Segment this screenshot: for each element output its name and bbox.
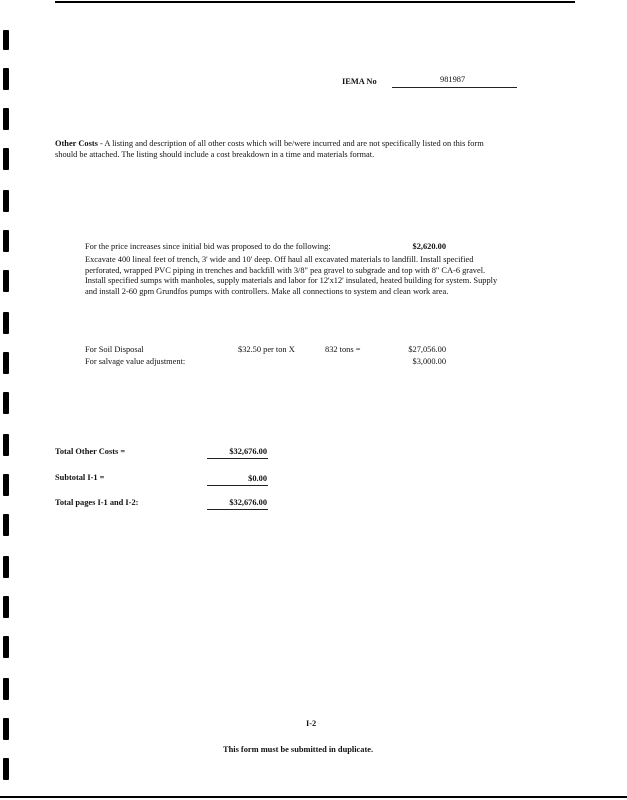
price-increase-work-description: Excavate 400 lineal feet of trench, 3' wide and 10' deep. Off haul all excavated materials to landfill. Install specified perforated, wrapped PVC piping in trenches and backfill with 3/8" pea gravel to subgrade and top with 8" CA-6 gravel. Install specified sumps with manholes, supply materials and labor for 12'x12' insulated, heated building for system. Supply and install 2-60 gpm Grundfos pumps with controllers. Make all connections to system and clean work area. bbox=[85, 255, 498, 296]
other-costs-heading: Other Costs bbox=[55, 139, 98, 148]
iema-number-underline bbox=[392, 87, 517, 88]
iema-number-value: 981987 bbox=[440, 75, 466, 84]
top-border-line bbox=[55, 1, 575, 3]
iema-number-label: IEMA No bbox=[342, 77, 377, 86]
subtotal-label: Subtotal I-1 = bbox=[55, 473, 105, 482]
total-other-costs-underline bbox=[207, 458, 268, 459]
subtotal-underline bbox=[207, 485, 268, 486]
other-costs-description: - A listing and description of all other costs which will be/were incurred and are not specifically listed on this form should be attached. The listing should include a cost breakdown in a time and materials format. bbox=[55, 139, 484, 159]
line-item-amount: $3,000.00 bbox=[412, 357, 446, 366]
line-item-quantity: 832 tons = bbox=[325, 345, 361, 354]
total-pages-amount: $32,676.00 bbox=[229, 498, 267, 507]
total-other-costs-amount: $32,676.00 bbox=[229, 447, 267, 456]
line-item-amount: $27,056.00 bbox=[408, 345, 446, 354]
line-item-rate: $32.50 per ton X bbox=[238, 345, 295, 354]
total-pages-label: Total pages I-1 and I-2: bbox=[55, 498, 139, 507]
other-costs-paragraph bbox=[55, 139, 505, 160]
line-item-label: For salvage value adjustment: bbox=[85, 357, 186, 366]
price-increase-intro: For the price increases since initial bid was proposed to do the following: bbox=[85, 242, 331, 251]
duplicate-submission-note: This form must be submitted in duplicate. bbox=[223, 745, 374, 754]
total-pages-underline bbox=[207, 509, 268, 510]
price-increase-intro-amount: $2,620.00 bbox=[412, 242, 446, 251]
subtotal-amount: $0.00 bbox=[248, 474, 267, 483]
line-item-label: For Soil Disposal bbox=[85, 345, 144, 354]
page-number: I-2 bbox=[306, 719, 317, 728]
bottom-border-line bbox=[0, 796, 627, 798]
total-other-costs-label: Total Other Costs = bbox=[55, 447, 126, 456]
